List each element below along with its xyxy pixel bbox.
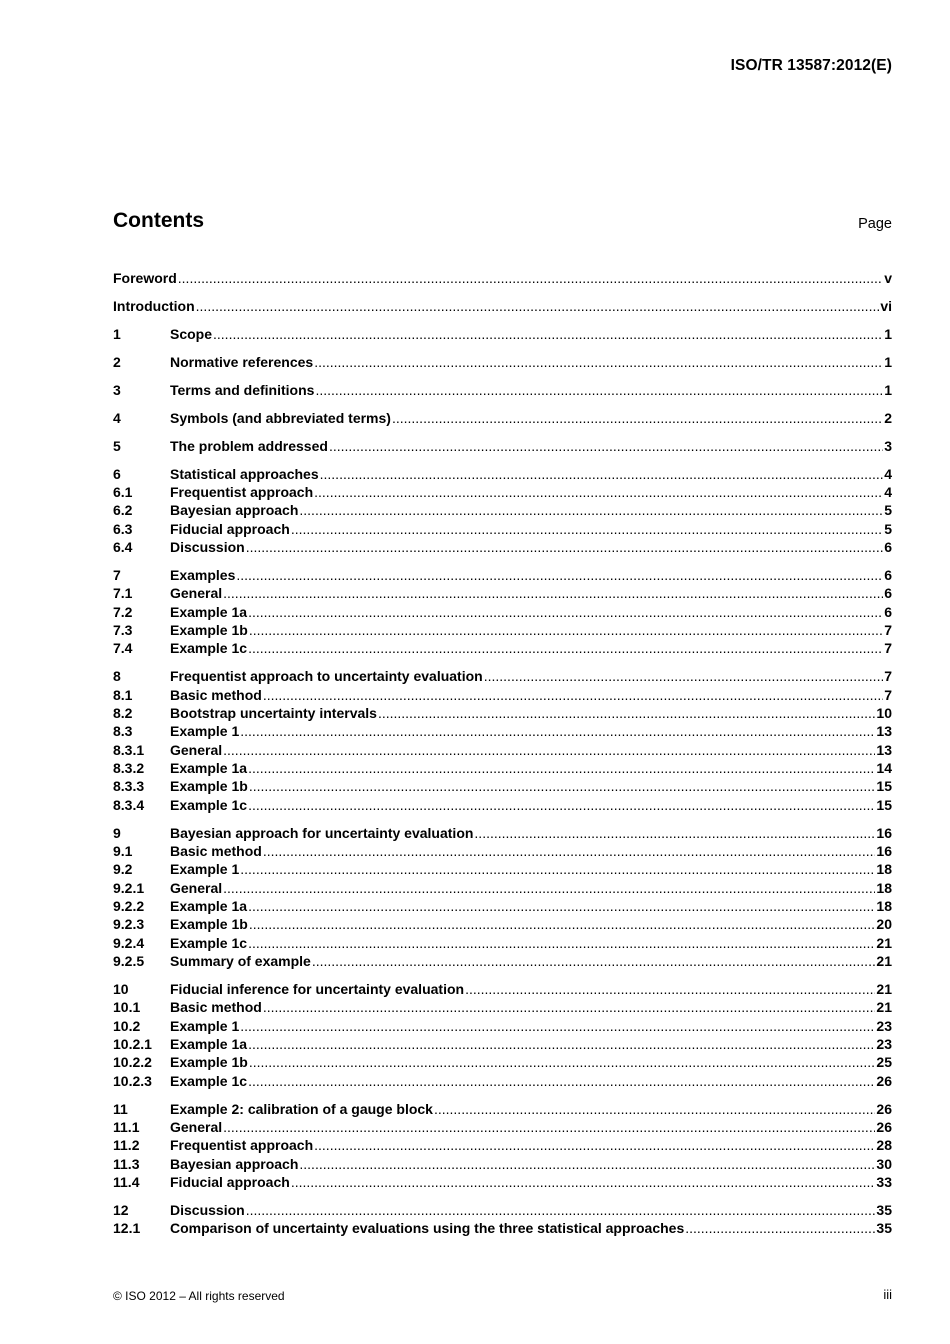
toc-entry[interactable] [113,777,892,795]
toc-dot-leader [329,437,883,455]
toc-entry[interactable] [113,952,892,970]
toc-entry-number: 5 [113,437,121,454]
toc-entry[interactable] [113,1035,892,1053]
toc-entry-number: 9.1 [113,842,133,859]
toc-entry-number: 9.2 [113,861,133,878]
toc-entry-title: Fiducial inference for uncertainty evaluation [170,980,465,997]
toc-entry-number: 12 [113,1201,129,1218]
toc-entry[interactable] [113,538,892,556]
toc-entry-number: 10.2.3 [113,1072,152,1089]
toc-entry[interactable] [113,1136,892,1154]
toc-entry-page: 7 [884,621,892,638]
toc-entry[interactable] [113,520,892,538]
toc-entry-number: 8.2 [113,704,133,721]
toc-entry[interactable] [113,381,892,399]
toc-entry-page: 35 [876,1220,892,1237]
toc-dot-leader [223,741,875,759]
toc-entry-title: Basic method [170,842,262,859]
toc-dot-leader [246,1201,876,1219]
toc-entry-title: Bayesian approach for uncertainty evaluation [170,824,474,841]
toc-dot-leader [223,584,883,602]
toc-entry-number: 6.1 [113,483,133,500]
toc-entry-title: Statistical approaches [170,465,319,482]
toc-entry-number: 10.2.1 [113,1035,152,1052]
toc-entry-title: Basic method [170,999,262,1016]
toc-entry-page: 13 [876,741,892,758]
toc-entry[interactable] [113,584,892,602]
toc-entry-number: 6.3 [113,520,133,537]
toc-entry-title: Bayesian approach [170,502,299,519]
toc-entry-title: Basic method [170,686,262,703]
toc-entry-title: Comparison of uncertainty evaluations using the three statistical approaches [170,1220,685,1237]
toc-entry[interactable] [113,297,892,315]
toc-entry-page: 5 [884,502,892,519]
toc-entry-number: 7.3 [113,621,133,638]
toc-entry[interactable] [113,1072,892,1090]
toc-entry-page: 6 [884,585,892,602]
toc-entry-page: 28 [876,1137,892,1154]
toc-entry[interactable] [113,897,892,915]
toc-entry-number: 10.2 [113,1017,141,1034]
toc-entry-title: General [170,879,223,896]
toc-entry[interactable] [113,704,892,722]
toc-entry-title: General [170,1118,223,1135]
toc-entry-title: Frequentist approach [170,483,314,500]
toc-dot-leader [299,501,883,519]
toc-entry-title: Symbols (and abbreviated terms) [170,409,391,426]
toc-dot-leader [249,1053,876,1071]
toc-entry-number: 11.4 [113,1173,140,1190]
toc-entry-number: 9 [113,824,121,841]
toc-entry-title: Example 1b [170,621,248,638]
toc-entry-number: 9.2.2 [113,897,145,914]
toc-dot-leader [248,796,875,814]
toc-dot-leader [178,269,883,287]
toc-entry[interactable] [113,722,892,740]
toc-entry-page: 14 [876,759,892,776]
toc-entry-page: 26 [876,1118,892,1135]
toc-dot-leader [263,686,883,704]
toc-entry-number: 11.2 [113,1137,140,1154]
toc-entry[interactable] [113,824,892,842]
toc-entry-page: 25 [876,1054,892,1071]
toc-entry[interactable] [113,603,892,621]
toc-entry-number: 11.1 [113,1118,140,1135]
toc-entry-page: 6 [884,538,892,555]
toc-entry-page: 1 [884,381,892,398]
toc-entry-page: 33 [876,1173,892,1190]
toc-entry-number: 7.4 [113,640,133,657]
toc-entry-title: Terms and definitions [170,381,315,398]
toc-entry-page: 21 [876,952,892,969]
toc-entry-page: 16 [876,824,892,841]
toc-entry-page: v [884,270,892,286]
toc-entry-page: 5 [884,520,892,537]
toc-entry-number: 1 [113,325,121,342]
toc-entry-title: Fiducial approach [170,1173,290,1190]
toc-entry-page: 10 [876,704,892,721]
toc-entry-title: General [170,741,223,758]
toc-entry[interactable] [113,1118,892,1136]
toc-entry[interactable] [113,325,892,343]
toc-entry[interactable] [113,1053,892,1071]
toc-entry-title: Frequentist approach [170,1137,314,1154]
toc-entry[interactable] [113,639,892,657]
toc-entry-number: 11.3 [113,1155,140,1172]
toc-dot-leader [248,1072,875,1090]
toc-entry-title: Introduction [113,297,195,314]
toc-entry-number: 11 [113,1100,128,1117]
toc-entry-number: 9.2.3 [113,916,145,933]
toc-dot-leader [248,897,875,915]
toc-entry[interactable] [113,501,892,519]
toc-dot-leader [314,353,883,371]
page-column-label: Page [858,216,892,232]
toc-dot-leader [249,915,876,933]
document-id-header: ISO/TR 13587:2012(E) [730,57,892,74]
toc-entry[interactable] [113,465,892,483]
toc-dot-leader [248,934,875,952]
toc-dot-leader [314,483,883,501]
toc-dot-leader [249,777,876,795]
toc-entry-number: 9.2.4 [113,934,145,951]
table-of-contents [113,269,892,1238]
toc-entry-page: 15 [876,796,892,813]
toc-dot-leader [248,639,883,657]
toc-entry-title: Frequentist approach to uncertainty evaluation [170,668,483,685]
toc-entry[interactable] [113,934,892,952]
toc-entry[interactable] [113,879,892,897]
toc-entry-number: 2 [113,353,121,370]
toc-entry-title: Example 1a [170,603,248,620]
toc-entry-number: 4 [113,409,121,426]
toc-entry-title: The problem addressed [170,437,328,454]
toc-dot-leader [240,1017,875,1035]
toc-entry-page: 21 [876,934,892,951]
toc-entry[interactable] [113,1017,892,1035]
toc-entry-title: Scope [170,325,213,342]
toc-dot-leader [236,566,883,584]
footer-copyright: © ISO 2012 – All rights reserved [113,1289,285,1303]
toc-dot-leader [240,860,875,878]
toc-entry-number: 10 [113,980,129,997]
toc-entry-page: vi [880,297,892,314]
toc-entry-number: 3 [113,381,121,398]
toc-entry-number: 8.3.4 [113,796,145,813]
toc-entry[interactable] [113,1173,892,1191]
toc-entry[interactable] [113,1155,892,1173]
toc-entry-number: 8.1 [113,686,133,703]
toc-entry-page: 2 [884,409,892,426]
toc-entry-page: 23 [876,1035,892,1052]
toc-entry-page: 18 [876,879,892,896]
toc-entry[interactable] [113,269,892,287]
toc-entry-title: Example 1b [170,916,248,933]
toc-entry-number: 9.2.5 [113,952,145,969]
toc-entry-title: Bootstrap uncertainty intervals [170,704,377,721]
toc-entry-title: General [170,585,223,602]
toc-entry-title: Example 1c [170,934,248,951]
toc-dot-leader [320,465,884,483]
toc-entry-title: Discussion [170,1201,245,1218]
toc-entry-title: Examples [170,566,236,583]
toc-entry[interactable] [113,437,892,455]
toc-entry[interactable] [113,796,892,814]
toc-dot-leader [240,722,875,740]
toc-dot-leader [223,1118,875,1136]
toc-entry-title: Example 1 [170,723,240,740]
toc-dot-leader [248,603,883,621]
toc-dot-leader [291,1173,876,1191]
toc-dot-leader [685,1219,875,1237]
toc-dot-leader [263,998,876,1016]
toc-entry-number: 10.2.2 [113,1054,152,1071]
toc-dot-leader [223,879,875,897]
toc-entry-title: Example 1 [170,1017,240,1034]
toc-entry-page: 15 [876,778,892,795]
toc-entry-number: 9.2.1 [113,879,145,896]
toc-entry-page: 23 [876,1017,892,1034]
toc-entry-title: Example 2: calibration of a gauge block [170,1100,433,1117]
toc-dot-leader [263,842,876,860]
toc-entry-title: Example 1 [170,861,240,878]
toc-entry-number: 8.3 [113,723,133,740]
footer-page-number: iii [883,1287,892,1302]
toc-entry-title: Example 1a [170,759,248,776]
toc-entry-page: 6 [884,566,892,583]
toc-entry[interactable] [113,483,892,501]
toc-entry[interactable] [113,409,892,427]
toc-entry-page: 18 [876,897,892,914]
toc-entry-title: Bayesian approach [170,1155,299,1172]
toc-entry-title: Example 1a [170,1035,248,1052]
toc-dot-leader [474,824,875,842]
toc-entry-number: 8 [113,668,121,685]
toc-dot-leader [291,520,883,538]
toc-dot-leader [315,381,883,399]
toc-entry-page: 35 [876,1201,892,1218]
toc-entry-page: 26 [876,1072,892,1089]
toc-entry[interactable] [113,1100,892,1118]
toc-entry-page: 20 [876,916,892,933]
toc-entry[interactable] [113,1201,892,1219]
toc-dot-leader [314,1136,875,1154]
toc-entry-page: 6 [884,603,892,620]
toc-entry-page: 21 [876,999,892,1016]
toc-entry-number: 12.1 [113,1220,141,1237]
toc-entry-title: Example 1a [170,897,248,914]
toc-entry-title: Fiducial approach [170,520,290,537]
toc-entry[interactable] [113,741,892,759]
toc-entry-page: 1 [884,325,892,342]
toc-entry-number: 7.2 [113,603,133,620]
toc-entry-title: Example 1c [170,1072,248,1089]
toc-dot-leader [249,621,883,639]
toc-entry[interactable] [113,686,892,704]
toc-entry-number: 6.4 [113,538,133,555]
toc-entry[interactable] [113,353,892,371]
toc-entry-title: Foreword [113,270,177,286]
toc-entry[interactable] [113,566,892,584]
toc-entry-number: 6 [113,465,121,482]
toc-entry-page: 7 [884,640,892,657]
toc-entry-title: Normative references [170,353,314,370]
toc-entry[interactable] [113,860,892,878]
toc-dot-leader [378,704,875,722]
toc-entry[interactable] [113,980,892,998]
toc-dot-leader [246,538,884,556]
toc-entry[interactable] [113,759,892,777]
toc-entry-title: Example 1c [170,640,248,657]
contents-heading: Contents [113,209,204,232]
toc-dot-leader [465,980,875,998]
toc-entry-number: 8.3.1 [113,741,145,758]
toc-entry-page: 16 [876,842,892,859]
toc-entry-page: 3 [884,437,892,454]
toc-entry[interactable] [113,998,892,1016]
toc-entry-title: Discussion [170,538,245,555]
toc-entry-page: 4 [884,465,892,482]
toc-entry-number: 7.1 [113,585,133,602]
toc-entry[interactable] [113,1219,892,1237]
toc-entry-page: 7 [884,686,892,703]
toc-entry-number: 8.3.2 [113,759,145,776]
toc-entry-number: 7 [113,566,121,583]
toc-dot-leader [434,1100,875,1118]
toc-dot-leader [213,325,883,343]
toc-entry-number: 10.1 [113,999,141,1016]
toc-dot-leader [312,952,876,970]
toc-dot-leader [484,667,883,685]
toc-entry-page: 21 [876,980,892,997]
toc-dot-leader [248,1035,875,1053]
toc-entry-title: Example 1b [170,1054,248,1071]
toc-dot-leader [392,409,883,427]
toc-entry-page: 30 [876,1155,892,1172]
toc-dot-leader [196,297,880,315]
toc-entry-page: 1 [884,353,892,370]
toc-dot-leader [248,759,875,777]
toc-entry[interactable] [113,842,892,860]
toc-entry[interactable] [113,667,892,685]
toc-entry-title: Example 1c [170,796,248,813]
toc-entry[interactable] [113,915,892,933]
toc-entry-title: Example 1b [170,778,248,795]
toc-entry-page: 18 [876,861,892,878]
toc-entry-page: 26 [876,1100,892,1117]
toc-entry-page: 13 [876,723,892,740]
toc-entry-page: 4 [884,483,892,500]
toc-entry-page: 7 [884,668,892,685]
toc-entry[interactable] [113,621,892,639]
toc-entry-number: 8.3.3 [113,778,145,795]
toc-entry-title: Summary of example [170,952,311,969]
toc-dot-leader [299,1155,875,1173]
toc-entry-number: 6.2 [113,502,133,519]
